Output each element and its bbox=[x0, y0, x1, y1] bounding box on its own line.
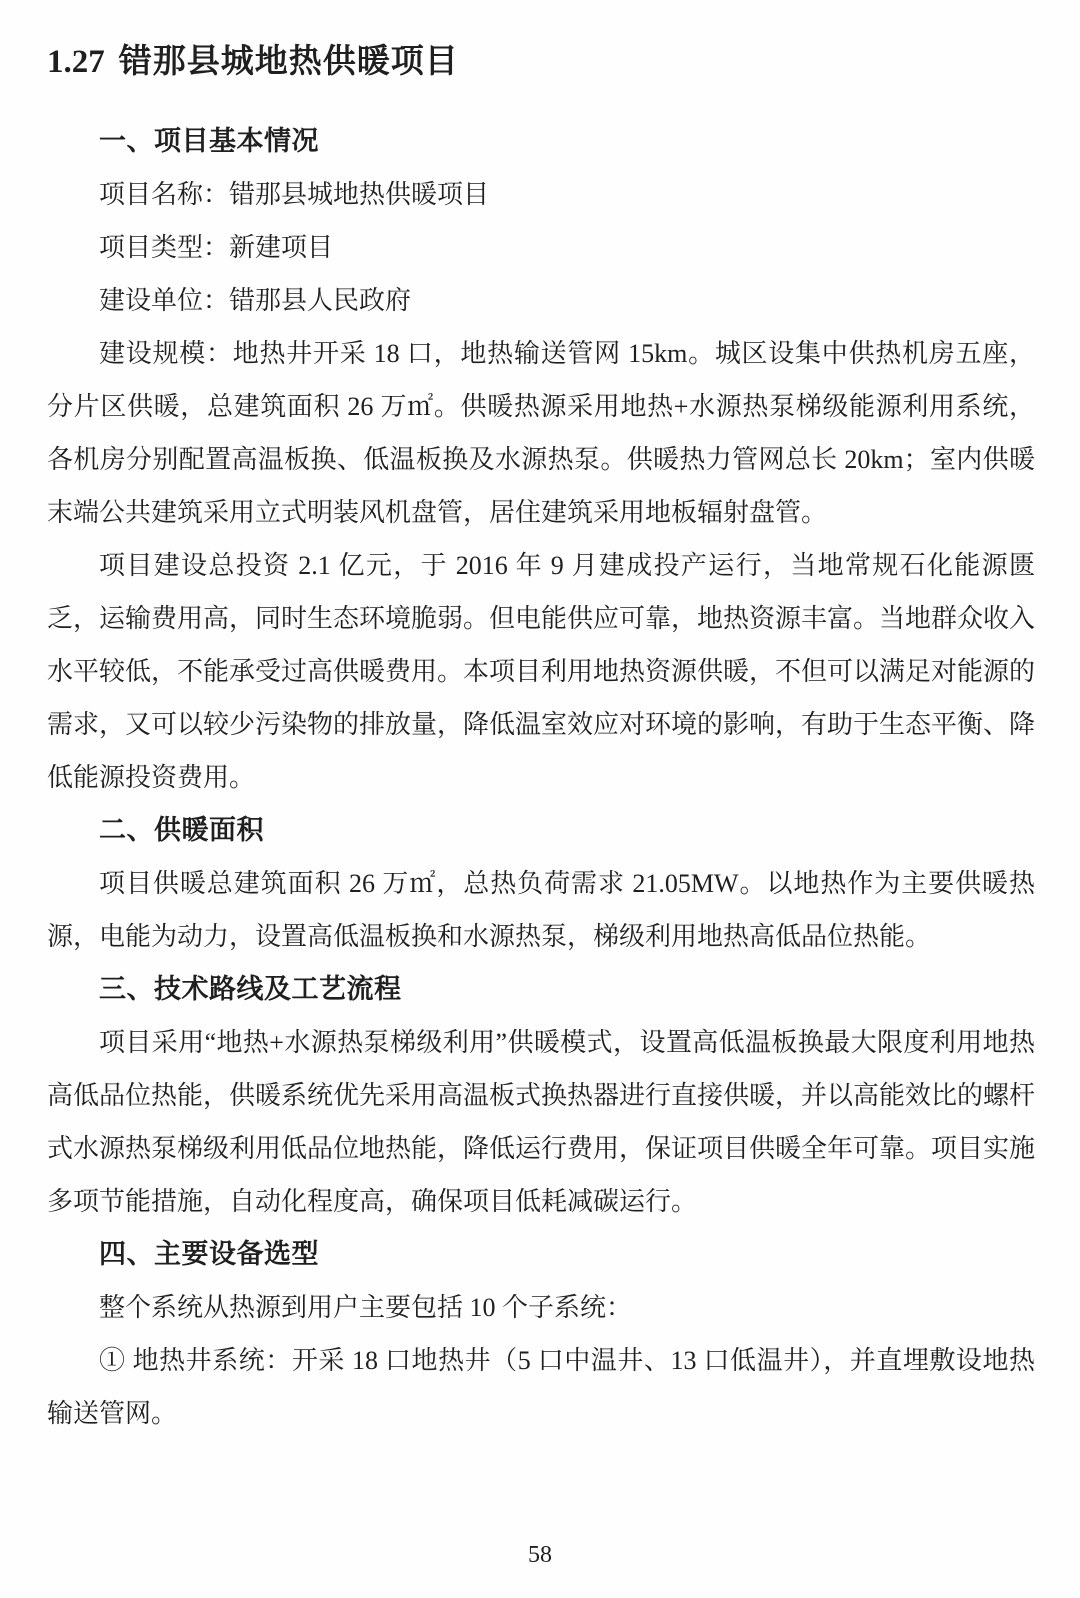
paragraph-construction-scale: 建设规模：地热井开采 18 口，地热输送管网 15km。城区设集中供热机房五座，分片区供暖，总建筑面积 26 万㎡。供暖热源采用地热+水源热泵梯级能源利用系统，各机房分别配置高温板换、低温板换及水源热泵。供暖热力管网总长 20km；室内供暖末端公共建筑采用立式明装风机盘管，居住建筑采用地板辐射盘管。 bbox=[47, 339, 1035, 527]
section-heading-technical-route: 三、技术路线及工艺流程 bbox=[99, 974, 402, 1005]
document-title bbox=[47, 33, 1035, 90]
paragraph-heating-area: 项目供暖总建筑面积 26 万㎡，总热负荷需求 21.05MW。以地热作为主要供暖热源，电能为动力，设置高低温板换和水源热泵，梯级利用地热高低品位热能。 bbox=[47, 869, 1035, 951]
title-text: 错那县城地热供暖项目 bbox=[118, 41, 459, 80]
section-heading-equipment-selection: 四、主要设备选型 bbox=[99, 1239, 319, 1270]
paragraph-technical-route: 项目采用“地热+水源热泵梯级利用”供暖模式，设置高低温板换最大限度利用地热高低品位热能，供暖系统优先采用高温板式换热器进行直接供暖，并以高能效比的螺杆式水源热泵梯级利用低品位地热能，降低运行费用，保证项目供暖全年可靠。项目实施多项节能措施，自动化程度高，确保项目低耗减碳运行。 bbox=[47, 1028, 1036, 1216]
paragraph-subsystem-count: 整个系统从热源到用户主要包括 10 个子系统： bbox=[99, 1293, 633, 1322]
paragraph-investment-background: 项目建设总投资 2.1 亿元，于 2016 年 9 月建成投产运行，当地常规石化能源匮乏，运输费用高，同时生态环境脆弱。但电能供应可靠，地热资源丰富。当地群众收入水平较低，不能承受过高供暖费用。本项目利用地热资源供暖，不但可以满足对能源的需求，又可以较少污染物的排放量，降低温室效应对环境的影响，有助于生态平衡、降低能源投资费用。 bbox=[47, 551, 1036, 792]
paragraph-construction-unit: 建设单位：错那县人民政府 bbox=[99, 286, 412, 315]
title-section-number: 1.27 bbox=[47, 44, 105, 80]
section-heading-basic-info: 一、项目基本情况 bbox=[99, 126, 319, 157]
paragraph-project-type: 项目类型：新建项目 bbox=[99, 233, 334, 262]
paragraph-geothermal-well-system: ① 地热井系统：开采 18 口地热井（5 口中温井、13 口低温井），并直埋敷设地热输送管网。 bbox=[47, 1346, 1035, 1428]
page-number: 58 bbox=[528, 1542, 552, 1568]
section-heading-heating-area: 二、供暖面积 bbox=[99, 815, 264, 846]
paragraph-project-name: 项目名称：错那县城地热供暖项目 bbox=[99, 180, 490, 209]
